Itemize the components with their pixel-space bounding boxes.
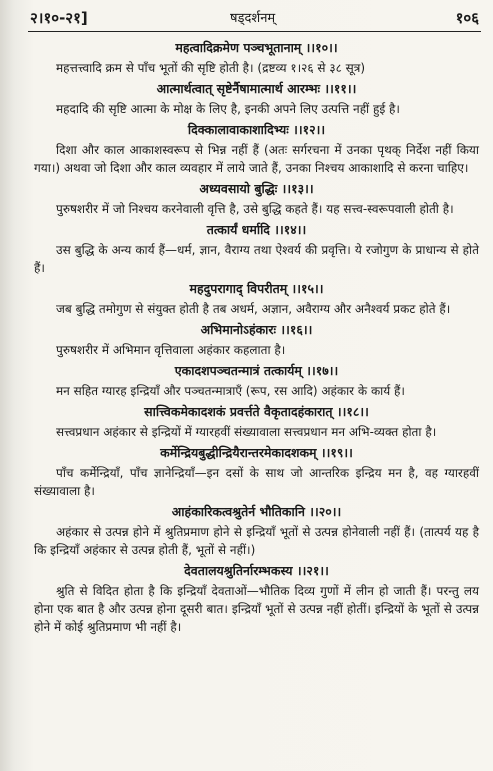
sutra-block [34,221,479,277]
commentary-text: दिशा और काल आकाशस्वरूप से भिन्न नहीं हैं (अतः सर्गरचना में उनका पृथक् निर्देश नहीं किया गया।) अथवा जो दिशा और काल व्यवहार में लाये जाते हैं, उनका निश्चय आकाशादि से करना चाहिए। [34,143,479,175]
sutra-block [34,39,479,77]
sutra-block [34,503,479,559]
page-number: १०६ [455,9,479,27]
sutra-text: दिक्कालावाकाशादिभ्यः ।।१२।। [187,122,326,137]
commentary-text: अहंकार से उत्पन्न होने में श्रुतिप्रमाण होने से इन्द्रियाँ भूतों से उत्पन्न होनेवाली नहीं हैं। (तात्पर्य यह है कि इन्द्रियाँ अहंकार से उत्पन्न होती हैं, भूतों से नहीं।) [34,525,479,557]
sutra-text: एकादशपञ्चतन्मात्रं तत्कार्यम् ।।१७।। [174,363,339,378]
commentary-text: उस बुद्धि के अन्य कार्य हैं—धर्म, ज्ञान, वैराग्य तथा ऐश्वर्य की प्रवृत्ति। ये रजोगुण के प्राधान्य से होते हैं। [34,243,479,275]
sutra-text: आहंकारिकत्वश्रुतेर्न भौतिकानि ।।२०।। [171,504,342,519]
sutra-text: अध्यवसायो बुद्धिः ।।१३।। [199,181,314,196]
commentary-text: मन सहित ग्यारह इन्द्रियाँ और पञ्चतन्मात्राएँ (रूप, रस आदि) अहंकार के कार्य हैं। [56,384,405,398]
sutra-text: महदुपरागाद् विपरीतम् ।।१५।। [189,281,324,296]
running-title: षड्दर्शनम् [230,11,276,26]
commentary-text: सत्त्वप्रधान अहंकार से इन्द्रियों में ग्यारहवीं संख्यावाला सत्त्वप्रधान मन अभि-व्यक्त होता है। [56,425,437,439]
sutra-block [34,80,479,118]
sutra-block [34,180,479,218]
sutra-block [34,562,479,636]
commentary-text: श्रुति से विदित होता है कि इन्द्रियाँ देवताओं—भौतिक दिव्य गुणों में लीन हो जाती हैं। परन्तु लय होना एक बात है और उत्पन्न होना दूसरी बात। इन्द्रियाँ भूतों से उत्पन्न नहीं होतीं। इन्द्रियों के भूतों से उत्पन्न होने में कोई श्रुतिप्रमाण भी नहीं है। [34,584,479,634]
commentary-text: महदादि की सृष्टि आत्मा के मोक्ष के लिए है, इनकी अपने लिए उत्पत्ति नहीं हुई है। [56,102,400,116]
sutra-block [34,444,479,500]
sutra-text: देवतालयश्रुतिर्नारम्भकस्य ।।२१।। [184,563,329,578]
commentary-text: जब बुद्धि तमोगुण से संयुक्त होती है तब अधर्म, अज्ञान, अवैराग्य और अनैश्वर्य प्रकट होते हैं। [56,302,451,316]
page-body [34,36,479,636]
sutra-block [34,403,479,441]
page-header [30,4,479,32]
header-rule [28,31,481,32]
sutra-block [34,321,479,359]
commentary-text: महत्तत्त्वादि क्रम से पाँच भूतों की सृष्टि होती है। (द्रष्टव्य १।२६ से ३८ सूत्र) [56,61,366,75]
sutra-text: महत्वादिक्रमेण पञ्चभूतानाम् ।।१०।। [175,40,338,55]
sutra-block [34,362,479,400]
sutra-range: २।१०-२१] [30,9,88,27]
commentary-text: पुरुषशरीर में अभिमान वृत्तिवाला अहंकार कहलाता है। [56,343,286,357]
commentary-text: पुरुषशरीर में जो निश्चय करनेवाली वृत्ति है, उसे बुद्धि कहते हैं। यह सत्त्व-स्वरूपवाली होती है। [56,202,454,216]
sutra-block [34,280,479,318]
sutra-text: तत्कार्यं धर्मादि ।।१४।। [206,222,307,237]
sutra-text: अभिमानोऽहंकारः ।।१६।। [200,322,313,337]
commentary-text: पाँच कर्मेन्द्रियाँ, पाँच ज्ञानेन्द्रियाँ—इन दसों के साथ जो आन्तरिक इन्द्रिय मन है, वह ग्यारहवीं संख्यावाला है। [34,466,479,498]
sutra-text: सात्त्विकमेकादशकं प्रवर्त्तते वैकृतादहंकारात् ।।१८।। [144,404,369,419]
sutra-block [34,121,479,177]
sutra-text: आत्मार्थत्वात् सृष्टेर्नैषामात्मार्थ आरम्भः ।।११।। [156,81,357,96]
sutra-text: कर्मेन्द्रियबुद्धीन्द्रियैरान्तरमेकादशकम् ।।१९।। [160,445,353,460]
